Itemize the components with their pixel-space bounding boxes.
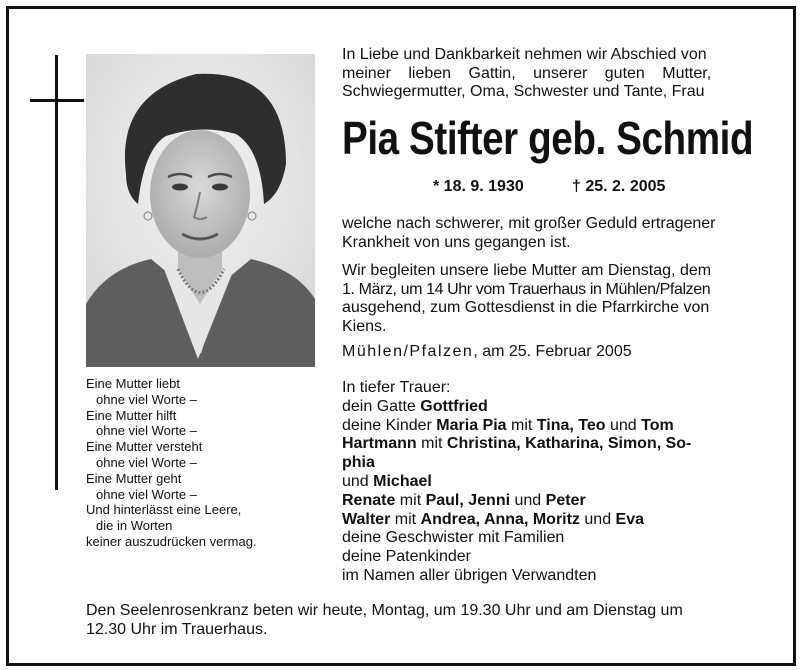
text-line: Wir begleiten unsere liebe Mutter am Dienstag, dem [342,262,712,279]
place-date [342,343,772,362]
mourner-name: Tina, Teo [536,416,606,434]
mourner-prefix: deine Kinder [342,416,437,434]
mourner-conj: und [605,416,642,434]
poem-line: ohne viel Worte – [96,486,197,502]
mourner-name: Michael [373,472,432,490]
mourner-name: Christina, Katharina, Simon, So- [446,435,692,453]
mourner-conj: mit [390,510,421,528]
mourner-name: Gottfried [420,397,488,415]
mourner-name: Paul, Jenni [425,491,511,509]
text-line: Krankheit von uns gegangen ist. [342,233,571,251]
mourner-line [342,454,782,473]
mourner-conj: mit [395,491,426,509]
poem-line: ohne viel Worte – [96,454,197,470]
mourner-line [342,435,782,454]
mourner-conj: mit [506,416,537,434]
poem-line: Eine Mutter hilft [86,407,177,423]
mourner-prefix: und [342,472,374,490]
mourners-list [342,379,782,586]
mourner-name: Hartmann [342,435,417,453]
mourner-conj: und [579,510,616,528]
mourner-name: Peter [545,491,586,509]
rosary-notice [86,601,776,639]
text-line: welche nach schwerer, mit großer Geduld ertragener [342,215,716,232]
poem-line: Eine Mutter geht [86,470,182,486]
mourner-line: deine Geschwister mit Familien [342,529,565,547]
mourner-name: Maria Pia [436,416,507,434]
mourner-conj: und [510,491,546,509]
intro-text [342,46,772,102]
death-date: † 25. 2. 2005 [572,178,666,195]
mourner-line [342,511,782,530]
mourner-name: Eva [615,510,645,528]
mourner-name: Tom [641,416,674,434]
intro-line: meiner lieben Gattin, unserer guten Mutter, [342,64,712,82]
poem-line: Und hinterlässt eine Leere, [86,502,242,518]
text-line: 1. März, um 14 Uhr vom Trauerhaus in Mühlen/Pfalzen [342,280,711,298]
mourner-name: Andrea, Anna, Moritz [420,510,580,528]
cross-vertical-bar [55,55,58,490]
notice-date: , am 25. Februar 2005 [473,343,632,360]
place-name: Mühlen/Pfalzen [342,343,474,360]
footer-line: Den Seelenrosenkranz beten wir heute, Montag, um 19.30 Uhr und am Dienstag um [86,602,683,619]
poem [86,376,326,550]
portrait-photo [86,54,315,367]
text-line: ausgehend, zum Gottesdienst in die Pfarrkirche von [342,299,710,316]
illness-text [342,215,772,252]
mourner-line [342,473,782,492]
poem-line: die in Worten [96,518,173,534]
cross-horizontal-bar [30,99,84,102]
mourner-conj: mit [416,435,447,453]
footer-line: 12.30 Uhr im Trauerhaus. [86,621,268,638]
intro-line: Schwiegermutter, Oma, Schwester und Tante, Frau [342,83,705,100]
poem-line: ohne viel Worte – [96,391,197,407]
mourner-line: im Namen aller übrigen Verwandten [342,566,597,584]
text-line: Kiens. [342,317,387,335]
mourner-name: Renate [342,491,396,509]
mourner-line: deine Patenkinder [342,548,471,566]
poem-line: Eine Mutter versteht [86,439,203,455]
poem-line: Eine Mutter liebt [86,376,180,391]
mourner-name: Walter [342,510,391,528]
deceased-name: Pia Stifter geb. Schmid [342,112,754,164]
mourner-line [342,492,782,511]
mourner-line [342,417,782,436]
mourner-prefix: dein Gatte [342,397,421,415]
mourners-heading: In tiefer Trauer: [342,379,451,396]
poem-line: ohne viel Worte – [96,423,197,439]
birth-date: * 18. 9. 1930 [433,178,524,195]
mourner-name: phia [342,454,375,472]
funeral-text [342,262,772,336]
poem-line: keiner auszudrücken vermag. [86,533,257,549]
intro-line: In Liebe und Dankbarkeit nehmen wir Abschied von [342,46,707,63]
mourner-line [342,398,782,417]
